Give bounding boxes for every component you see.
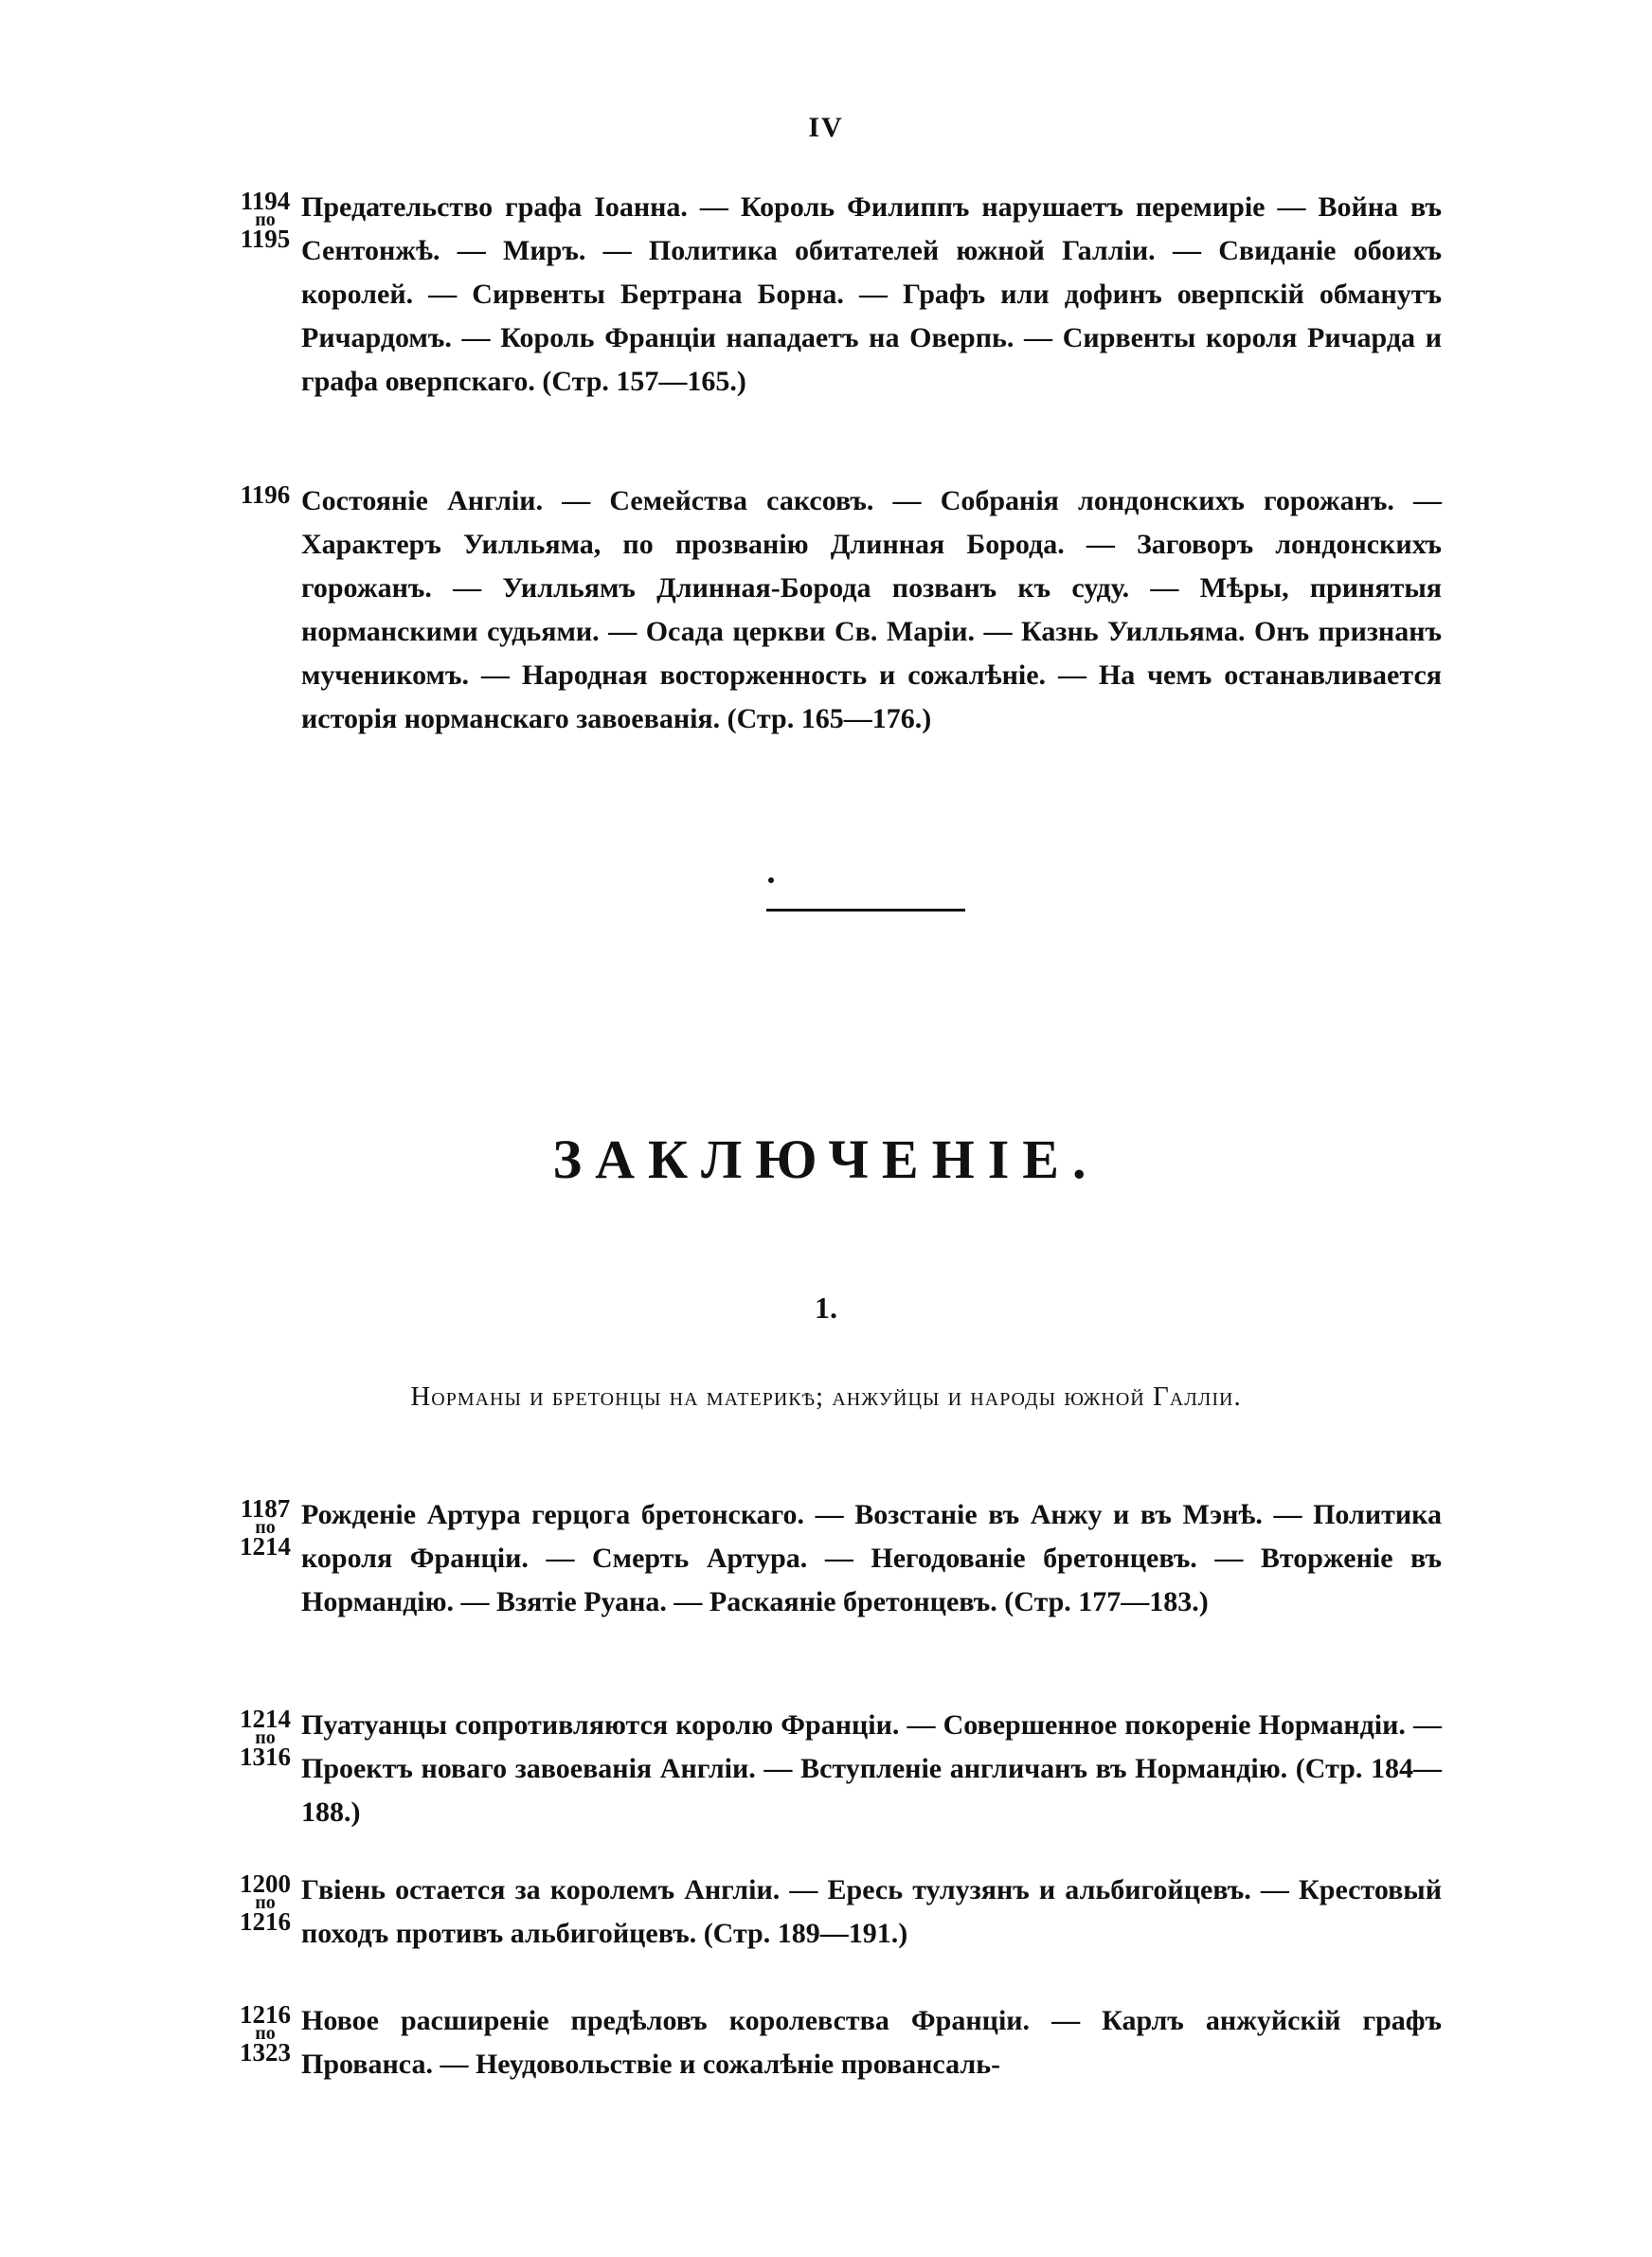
entry-text: Состояніе Англіи. — Семейства саксовъ. — Собранія лондонскихъ горожанъ. — Характеръ Уилльяма, по прозванію Длинная Борода. — Заговоръ лондонскихъ горожанъ. — Уилльямъ Длинная-Борода позванъ къ суду. — Мѣры, принятыя норманскими судьями. — Осада церкви Св. Маріи. — Казнь Уилльяма. Онъ признанъ мученикомъ. — Народная восторженность и сожалѣніе. — На чемъ останавливается исторія норманскаго завоеванія. (Стр. 165—176.): [301, 485, 1442, 734]
year-separator: по: [255, 1517, 276, 1538]
conclusion-title: ЗАКЛЮЧЕНІЕ.: [552, 1128, 1100, 1190]
divider-dot: [768, 877, 774, 883]
entry-text: Предательство графа Іоанна. — Король Филиппъ нарушаетъ перемиріе — Война въ Сентонжѣ. — Миръ. — Политика обитателей южной Галліи. — Свиданіе обоихъ королей. — Сирвенты Бертрана Борна. — Графъ или дофинъ оверпскій обманутъ Ричардомъ. — Король Франціи нападаетъ на Оверпь. — Сирвенты короля Ричарда и графа оверпскаго. (Стр. 157—165.): [301, 191, 1442, 397]
toc-entry: [229, 186, 1442, 404]
year-separator: по: [255, 209, 276, 230]
section-number: 1.: [815, 1291, 837, 1325]
toc-entry: [229, 1493, 1442, 1624]
entry-text: Рожденіе Артура герцога бретонскаго. — Возстаніе въ Анжу и въ Мэнѣ. — Политика короля Франціи. — Смерть Артура. — Негодованіе бретонцевъ. — Вторженіе въ Нормандію. — Взятіе Руана. — Раскаяніе бретонцевъ. (Стр. 177—183.): [301, 1499, 1442, 1617]
year-from: 1216: [240, 2000, 291, 2029]
year-to: 1316: [240, 1742, 291, 1771]
year-from: 1194: [240, 187, 291, 215]
year-to: 1195: [240, 225, 291, 253]
section-subtitle: Норманы и бретонцы на материкѣ; анжуйцы и народы южной Галліи.: [410, 1381, 1242, 1412]
year-from: 1214: [240, 1705, 291, 1733]
toc-entry: [229, 479, 1442, 741]
year-separator: по: [255, 1892, 276, 1913]
year-separator: по: [255, 1727, 276, 1748]
section-divider: [766, 909, 965, 912]
year-to: 1323: [240, 2038, 291, 2067]
toc-entry: [229, 1704, 1442, 1834]
year-from: 1187: [240, 1494, 291, 1523]
year-from: 1200: [240, 1869, 291, 1898]
entry-text: Новое расширеніе предѣловъ королевства Франціи. — Карлъ анжуйскій графъ Прованса. — Неудовольствіе и сожалѣніе провансаль-: [301, 2005, 1442, 2080]
toc-entry: [229, 1869, 1442, 1956]
year-to: 1216: [240, 1907, 291, 1936]
year-separator: по: [255, 2023, 276, 2044]
page-number: IV: [808, 112, 844, 143]
entry-text: Пуатуанцы сопротивляются королю Франціи. — Совершенное покореніе Нормандіи. — Проектъ новаго завоеванія Англіи. — Вступленіе англичанъ въ Нормандію. (Стр. 184—188.): [301, 1709, 1442, 1828]
entry-text: Гвіень остается за королемъ Англіи. — Ересь тулузянъ и альбигойцевъ. — Крестовый походъ противъ альбигойцевъ. (Стр. 189—191.): [301, 1874, 1442, 1949]
year-to: 1214: [240, 1532, 291, 1561]
toc-entry: [229, 1999, 1442, 2086]
year-from: 1196: [240, 480, 291, 509]
